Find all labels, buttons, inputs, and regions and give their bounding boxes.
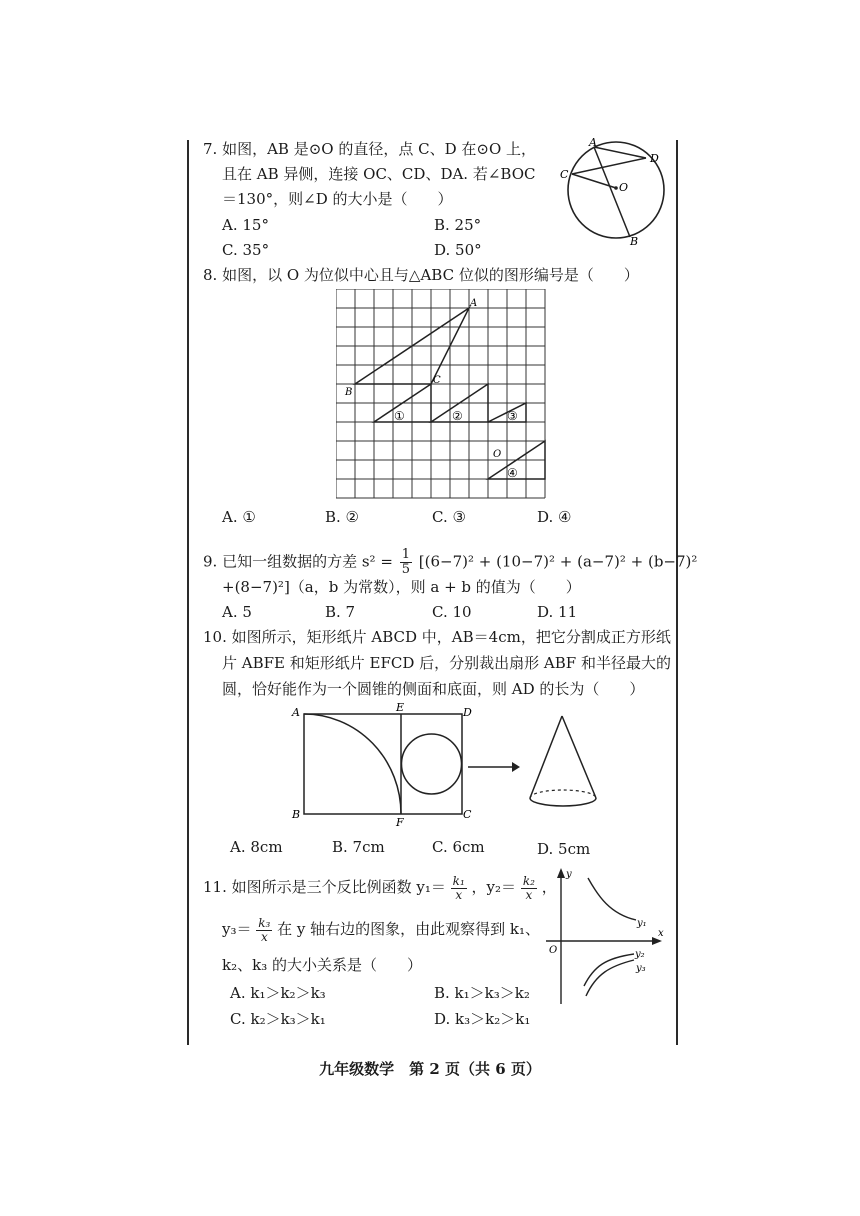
q7-circle-figure — [556, 134, 676, 254]
q8-option-c[interactable]: C. ③ — [432, 508, 466, 526]
q11-option-d[interactable]: D. k₃＞k₂＞k₁ — [434, 1010, 531, 1028]
q8-option-a[interactable]: A. ① — [222, 508, 256, 526]
q11-label-y1: y₁ — [637, 918, 647, 929]
right-margin-rule — [676, 140, 678, 1045]
q11-label-y: y — [566, 869, 572, 880]
q11-f1-den: x — [455, 887, 463, 902]
q11-option-b[interactable]: B. k₁＞k₃＞k₂ — [434, 984, 530, 1002]
q11-line-2 — [222, 914, 540, 944]
q10-option-c[interactable]: C. 6cm — [432, 838, 485, 856]
arrow-icon — [468, 760, 520, 774]
q9-option-b[interactable]: B. 7 — [325, 603, 356, 621]
q10-label-d: D — [463, 706, 472, 719]
q10-label-e: E — [396, 702, 405, 714]
q9-expression: [(6−7)² + (10−7)² + (a−7)² + (b−7)² — [418, 552, 698, 571]
q11-prefix: 11. 如图所示是三个反比例函数 y₁＝ — [203, 878, 446, 896]
q7-label-a: A — [589, 136, 597, 149]
q8-label-o: O — [493, 449, 502, 460]
q10-option-b[interactable]: B. 7cm — [332, 838, 385, 856]
cone-figure — [524, 712, 604, 818]
q10-option-a[interactable]: A. 8cm — [230, 838, 283, 856]
q7-line-2: 且在 AB 异侧，连接 OC、CD、DA. 若∠BOC — [222, 165, 536, 183]
q11-mid2: ， — [541, 878, 557, 896]
q10-rectangle-figure — [288, 702, 478, 828]
q8-option-b[interactable]: B. ② — [325, 508, 360, 526]
q8-label-3: ③ — [507, 409, 518, 423]
q10-label-b: B — [292, 808, 301, 821]
q10-label-f: F — [396, 816, 404, 828]
q10-line-1: 10. 如图所示，矩形纸片 ABCD 中，AB＝4cm，把它分割成正方形纸 — [203, 628, 671, 646]
q10-line-3: 圆，恰好能作为一个圆锥的侧面和底面，则 AD 的长为（ ） — [222, 680, 645, 698]
q11-hyperbola-graph — [540, 866, 668, 1010]
q7-label-o: O — [619, 181, 629, 194]
q9-option-c[interactable]: C. 10 — [432, 603, 472, 621]
q9-frac-num: 1 — [401, 547, 410, 562]
q11-f2-den: x — [525, 887, 533, 902]
q8-label-4: ④ — [507, 466, 518, 480]
q11-fraction-2 — [521, 875, 537, 902]
q8-option-d[interactable]: D. ④ — [537, 508, 572, 526]
q7-option-d[interactable]: D. 50° — [434, 241, 482, 259]
page-footer: 九年级数学 第 2 页（共 6 页） — [319, 1060, 541, 1078]
q11-label-o: O — [549, 945, 558, 956]
q10-label-a: A — [292, 706, 300, 719]
q11-option-c[interactable]: C. k₂＞k₃＞k₁ — [230, 1010, 326, 1028]
q7-line-1: 7. 如图，AB 是⊙O 的直径，点 C、D 在⊙O 上， — [203, 140, 537, 158]
q7-option-c[interactable]: C. 35° — [222, 241, 270, 259]
q11-f1-num: k₁ — [452, 873, 465, 888]
q11-l2-prefix: y₃＝ — [222, 920, 252, 938]
q7-label-b: B — [630, 235, 639, 248]
q11-label-x: x — [658, 928, 664, 939]
q10-label-c: C — [463, 808, 472, 821]
q7-option-a[interactable]: A. 15° — [222, 216, 269, 234]
q11-mid: ，y₂＝ — [471, 878, 517, 896]
q11-line-3: k₂、k₃ 的大小关系是（ ） — [222, 956, 422, 974]
q11-label-y2: y₂ — [635, 949, 645, 960]
q7-line-3: ＝130°，则∠D 的大小是（ ） — [222, 190, 453, 208]
q8-label-1: ① — [394, 409, 405, 423]
q11-fraction-1 — [451, 875, 467, 902]
q9-line-1 — [203, 548, 697, 577]
q9-frac-den: 5 — [401, 562, 410, 577]
q8-grid-figure — [336, 289, 546, 499]
left-margin-rule — [187, 140, 189, 1045]
q11-option-a[interactable]: A. k₁＞k₂＞k₃ — [230, 984, 326, 1002]
q7-label-c: C — [560, 168, 569, 181]
q10-line-2: 片 ABFE 和矩形纸片 EFCD 后，分别裁出扇形 ABF 和半径最大的 — [222, 654, 671, 672]
q9-option-d[interactable]: D. 11 — [537, 603, 578, 621]
q11-f3-num: k₃ — [258, 915, 271, 930]
q11-f3-den: x — [260, 929, 268, 944]
q8-label-c: C — [433, 375, 441, 386]
q11-label-y3: y₃ — [636, 963, 646, 974]
q8-label-a: A — [470, 298, 478, 309]
q11-fraction-3 — [256, 917, 272, 944]
q7-label-d: D — [650, 152, 659, 165]
q9-fraction — [400, 548, 412, 577]
q7-option-b[interactable]: B. 25° — [434, 216, 482, 234]
q10-option-d[interactable]: D. 5cm — [537, 840, 591, 858]
q8-label-2: ② — [452, 409, 463, 423]
q11-f2-num: k₂ — [522, 873, 535, 888]
q9-option-a[interactable]: A. 5 — [222, 603, 252, 621]
q11-line-1 — [203, 872, 557, 902]
q11-l2-suffix: 在 y 轴右边的图象，由此观察得到 k₁、 — [277, 920, 541, 938]
q8-label-b: B — [345, 387, 353, 398]
q8-stem: 8. 如图，以 O 为位似中心且与△ABC 位似的图形编号是（ ） — [203, 266, 639, 284]
q9-line-2: +(8−7)²]（a，b 为常数），则 a + b 的值为（ ） — [222, 578, 581, 596]
q9-prefix: 9. 已知一组数据的方差 s² = — [203, 552, 393, 571]
